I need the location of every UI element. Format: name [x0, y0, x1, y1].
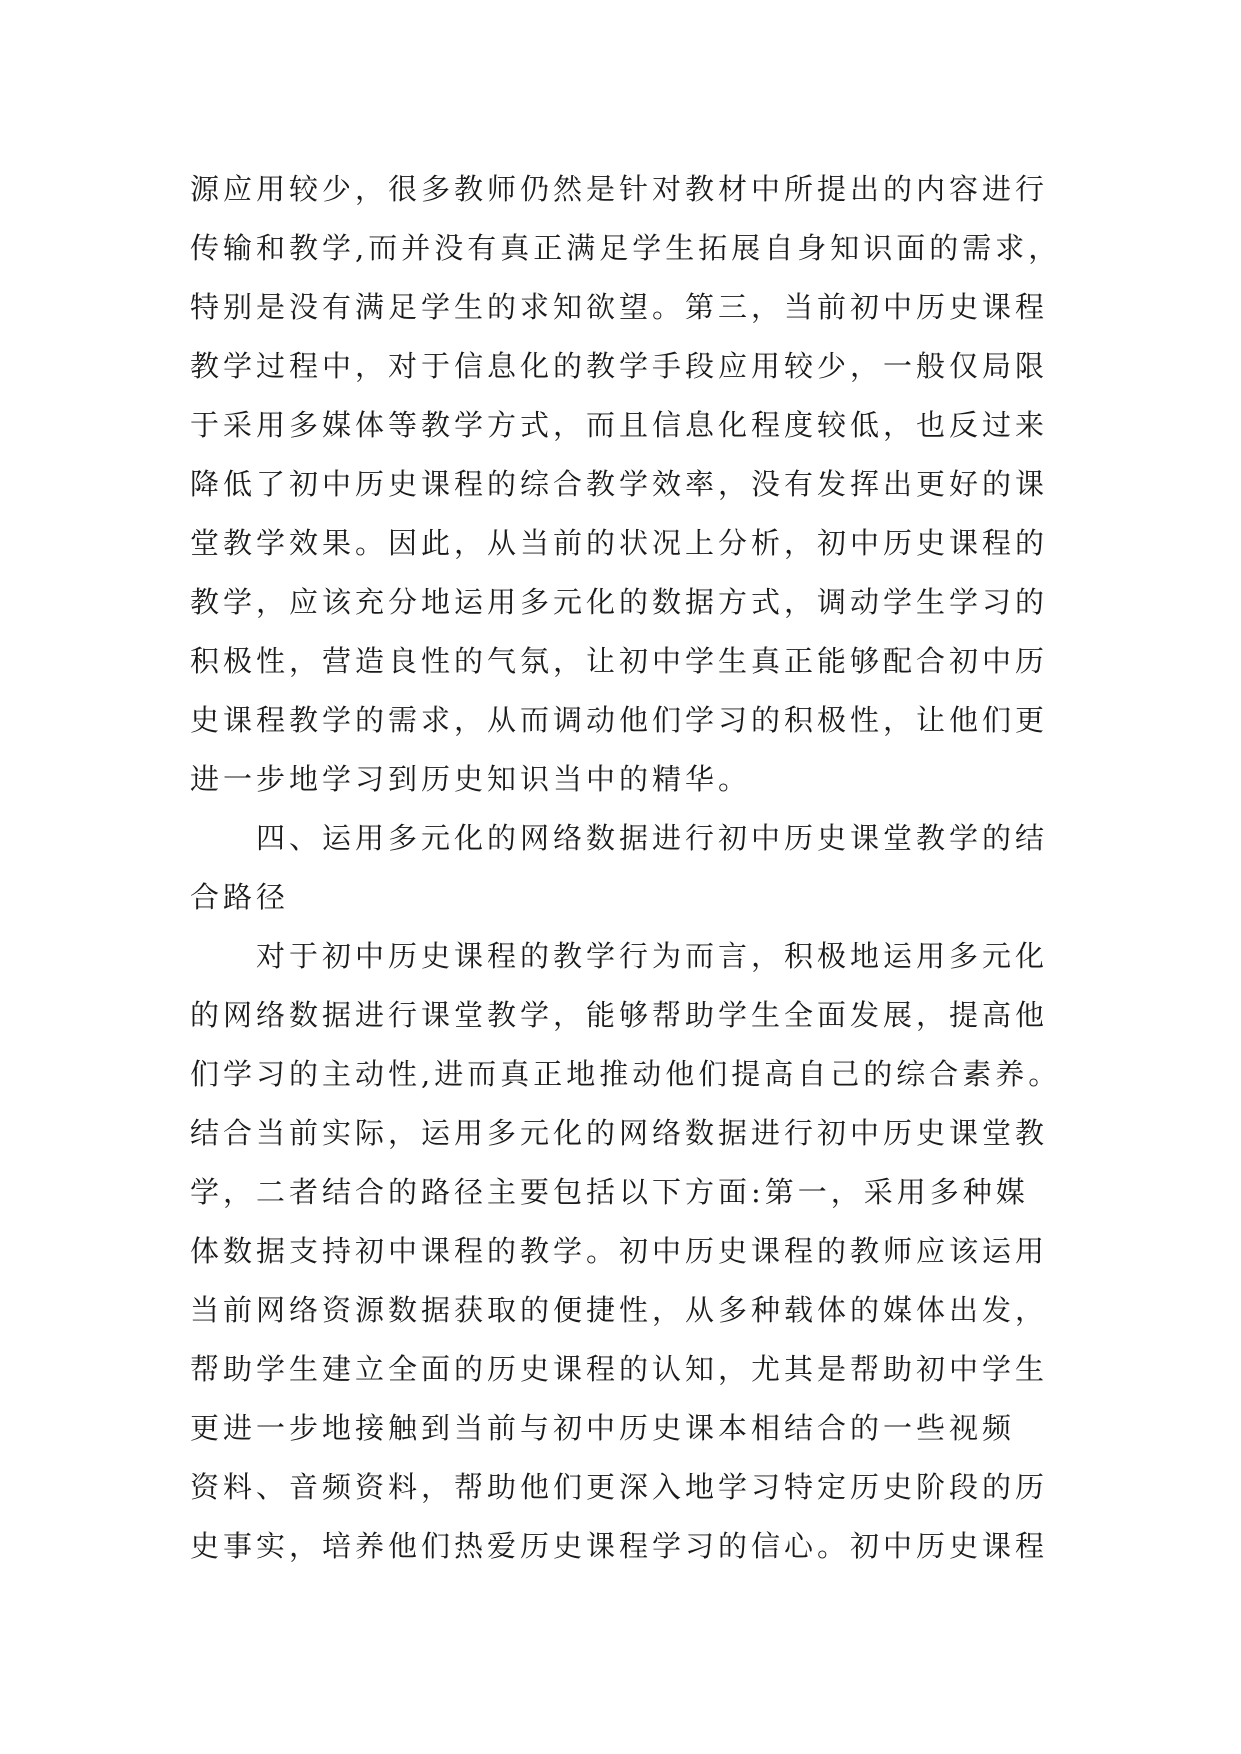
- text-line: 帮助学生建立全面的历史课程的认知，尤其是帮助初中学生: [190, 1352, 1049, 1386]
- text-line: 教学，应该充分地运用多元化的数据方式，调动学生学习的: [190, 585, 1049, 619]
- text-line: 史事实，培养他们热爱历史课程学习的信心。初中历史课程: [190, 1529, 1049, 1563]
- text-line: 对于初中历史课程的教学行为而言，积极地运用多元化: [256, 939, 1049, 973]
- text-line: 积极性，营造良性的气氛，让初中学生真正能够配合初中历: [190, 644, 1049, 678]
- text-line: 们学习的主动性,进而真正地推动他们提高自己的综合素养。: [190, 1057, 1062, 1091]
- text-line: 当前网络资源数据获取的便捷性，从多种载体的媒体出发，: [190, 1293, 1049, 1327]
- text-line: 于采用多媒体等教学方式，而且信息化程度较低，也反过来: [190, 408, 1049, 442]
- text-line: 堂教学效果。因此，从当前的状况上分析，初中历史课程的: [190, 526, 1049, 560]
- body-text: [190, 160, 1090, 1576]
- text-line: 源应用较少，很多教师仍然是针对教材中所提出的内容进行: [190, 172, 1049, 206]
- text-line: 进一步地学习到历史知识当中的精华。: [190, 762, 752, 796]
- text-line: 合路径: [190, 880, 290, 914]
- text-line: 传输和教学,而并没有真正满足学生拓展自身知识面的需求，: [190, 231, 1062, 265]
- text-line: 更进一步地接触到当前与初中历史课本相结合的一些视频: [190, 1411, 1016, 1445]
- text-line: 学，二者结合的路径主要包括以下方面:第一，采用多种媒: [190, 1175, 1029, 1209]
- text-line: 结合当前实际，运用多元化的网络数据进行初中历史课堂教: [190, 1116, 1049, 1150]
- text-line: 教学过程中，对于信息化的教学手段应用较少，一般仅局限: [190, 349, 1049, 383]
- text-line: 史课程教学的需求，从而调动他们学习的积极性，让他们更: [190, 703, 1049, 737]
- text-line: 降低了初中历史课程的综合教学效率，没有发挥出更好的课: [190, 467, 1049, 501]
- text-line: 的网络数据进行课堂教学，能够帮助学生全面发展，提高他: [190, 998, 1049, 1032]
- text-line: 特别是没有满足学生的求知欲望。第三，当前初中历史课程: [190, 290, 1049, 324]
- text-line: 体数据支持初中课程的教学。初中历史课程的教师应该运用: [190, 1234, 1049, 1268]
- text-line: 资料、音频资料，帮助他们更深入地学习特定历史阶段的历: [190, 1470, 1049, 1504]
- text-line: 四、运用多元化的网络数据进行初中历史课堂教学的结: [256, 821, 1049, 855]
